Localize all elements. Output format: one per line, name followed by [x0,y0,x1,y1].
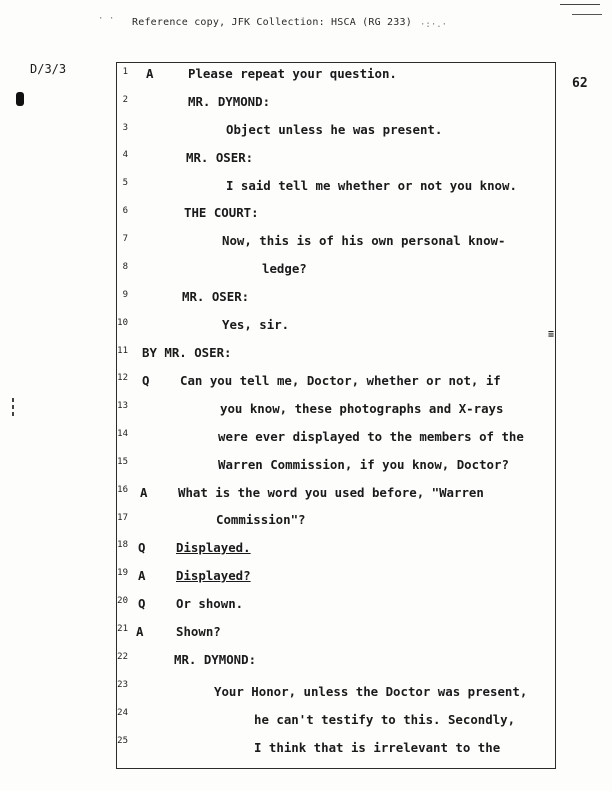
speaker-label: BY MR. OSER: [142,345,232,360]
speaker-label: MR. OSER: [186,150,254,165]
margin-tick: ≡ [548,329,555,340]
binder-mark [12,405,14,409]
transcript-line: Warren Commission, if you know, Doctor? [218,457,509,472]
line-number: 5 [122,178,128,188]
transcript-line: Commission"? [216,512,306,527]
transcript-line: I think that is irrelevant to the [254,740,501,755]
transcript-line: were ever displayed to the members of the [218,429,524,444]
line-number: 10 [117,318,128,328]
answer-marker: A [138,568,146,583]
line-number: 7 [122,234,128,244]
line-number: 12 [117,373,128,383]
line-number: 18 [117,540,128,550]
scan-mark [572,14,602,15]
line-number: 3 [122,123,128,133]
transcript-line: Object unless he was present. [226,122,443,137]
transcript-line: Can you tell me, Doctor, whether or not, if [180,373,501,388]
line-number: 9 [122,290,128,300]
transcript-line: you know, these photographs and X-rays [220,401,504,416]
answer-marker: A [140,485,148,500]
binder-mark [12,398,14,402]
line-number: 23 [117,680,128,690]
transcript-line: Shown? [176,624,221,639]
speaker-label: THE COURT: [184,205,259,220]
transcript-line: Displayed. [176,540,251,555]
line-number: 16 [117,485,128,495]
transcript-line: ledge? [262,261,307,276]
line-number: 17 [117,513,128,523]
line-number: 20 [117,596,128,606]
transcript-line: he can't testify to this. Secondly, [254,712,516,727]
transcript-line: Displayed? [176,568,251,583]
line-number: 21 [117,624,128,634]
hole-punch-mark [16,92,24,106]
transcript-line: Yes, sir. [222,317,290,332]
line-number: 1 [122,67,128,77]
line-number: 4 [122,150,128,160]
answer-marker: A [136,624,144,639]
binder-mark [12,412,14,416]
line-number: 13 [117,401,128,411]
line-number: 24 [117,708,128,718]
speaker-label: MR. DYMOND: [174,652,257,667]
transcript-line: I said tell me whether or not you know. [226,178,517,193]
line-number: 22 [117,652,128,662]
transcript-line: Your Honor, unless the Doctor was present, [214,684,528,699]
speaker-label: MR. DYMOND: [188,94,271,109]
question-marker: Q [138,540,146,555]
line-number: 6 [122,206,128,216]
line-number: 8 [122,262,128,272]
scan-speck: · · [98,14,115,24]
speaker-label: MR. OSER: [182,289,250,304]
page-number: 62 [572,76,588,91]
line-number: 2 [122,95,128,105]
document-id: D/3/3 [30,62,67,76]
line-number: 14 [117,429,128,439]
question-marker: Q [142,373,150,388]
line-number: 19 [117,568,128,578]
scan-speck: ·:·.· [420,20,448,30]
line-number: 15 [117,457,128,467]
scan-mark [560,4,600,5]
transcript-line: Or shown. [176,596,244,611]
line-number: 11 [117,346,128,356]
transcript-line: Please repeat your question. [188,66,397,81]
answer-marker: A [146,66,154,81]
line-number: 25 [117,736,128,746]
transcript-line: Now, this is of his own personal know- [222,233,506,248]
collection-header: Reference copy, JFK Collection: HSCA (RG 233) [132,17,412,28]
question-marker: Q [138,596,146,611]
transcript-line: What is the word you used before, "Warren [178,485,484,500]
